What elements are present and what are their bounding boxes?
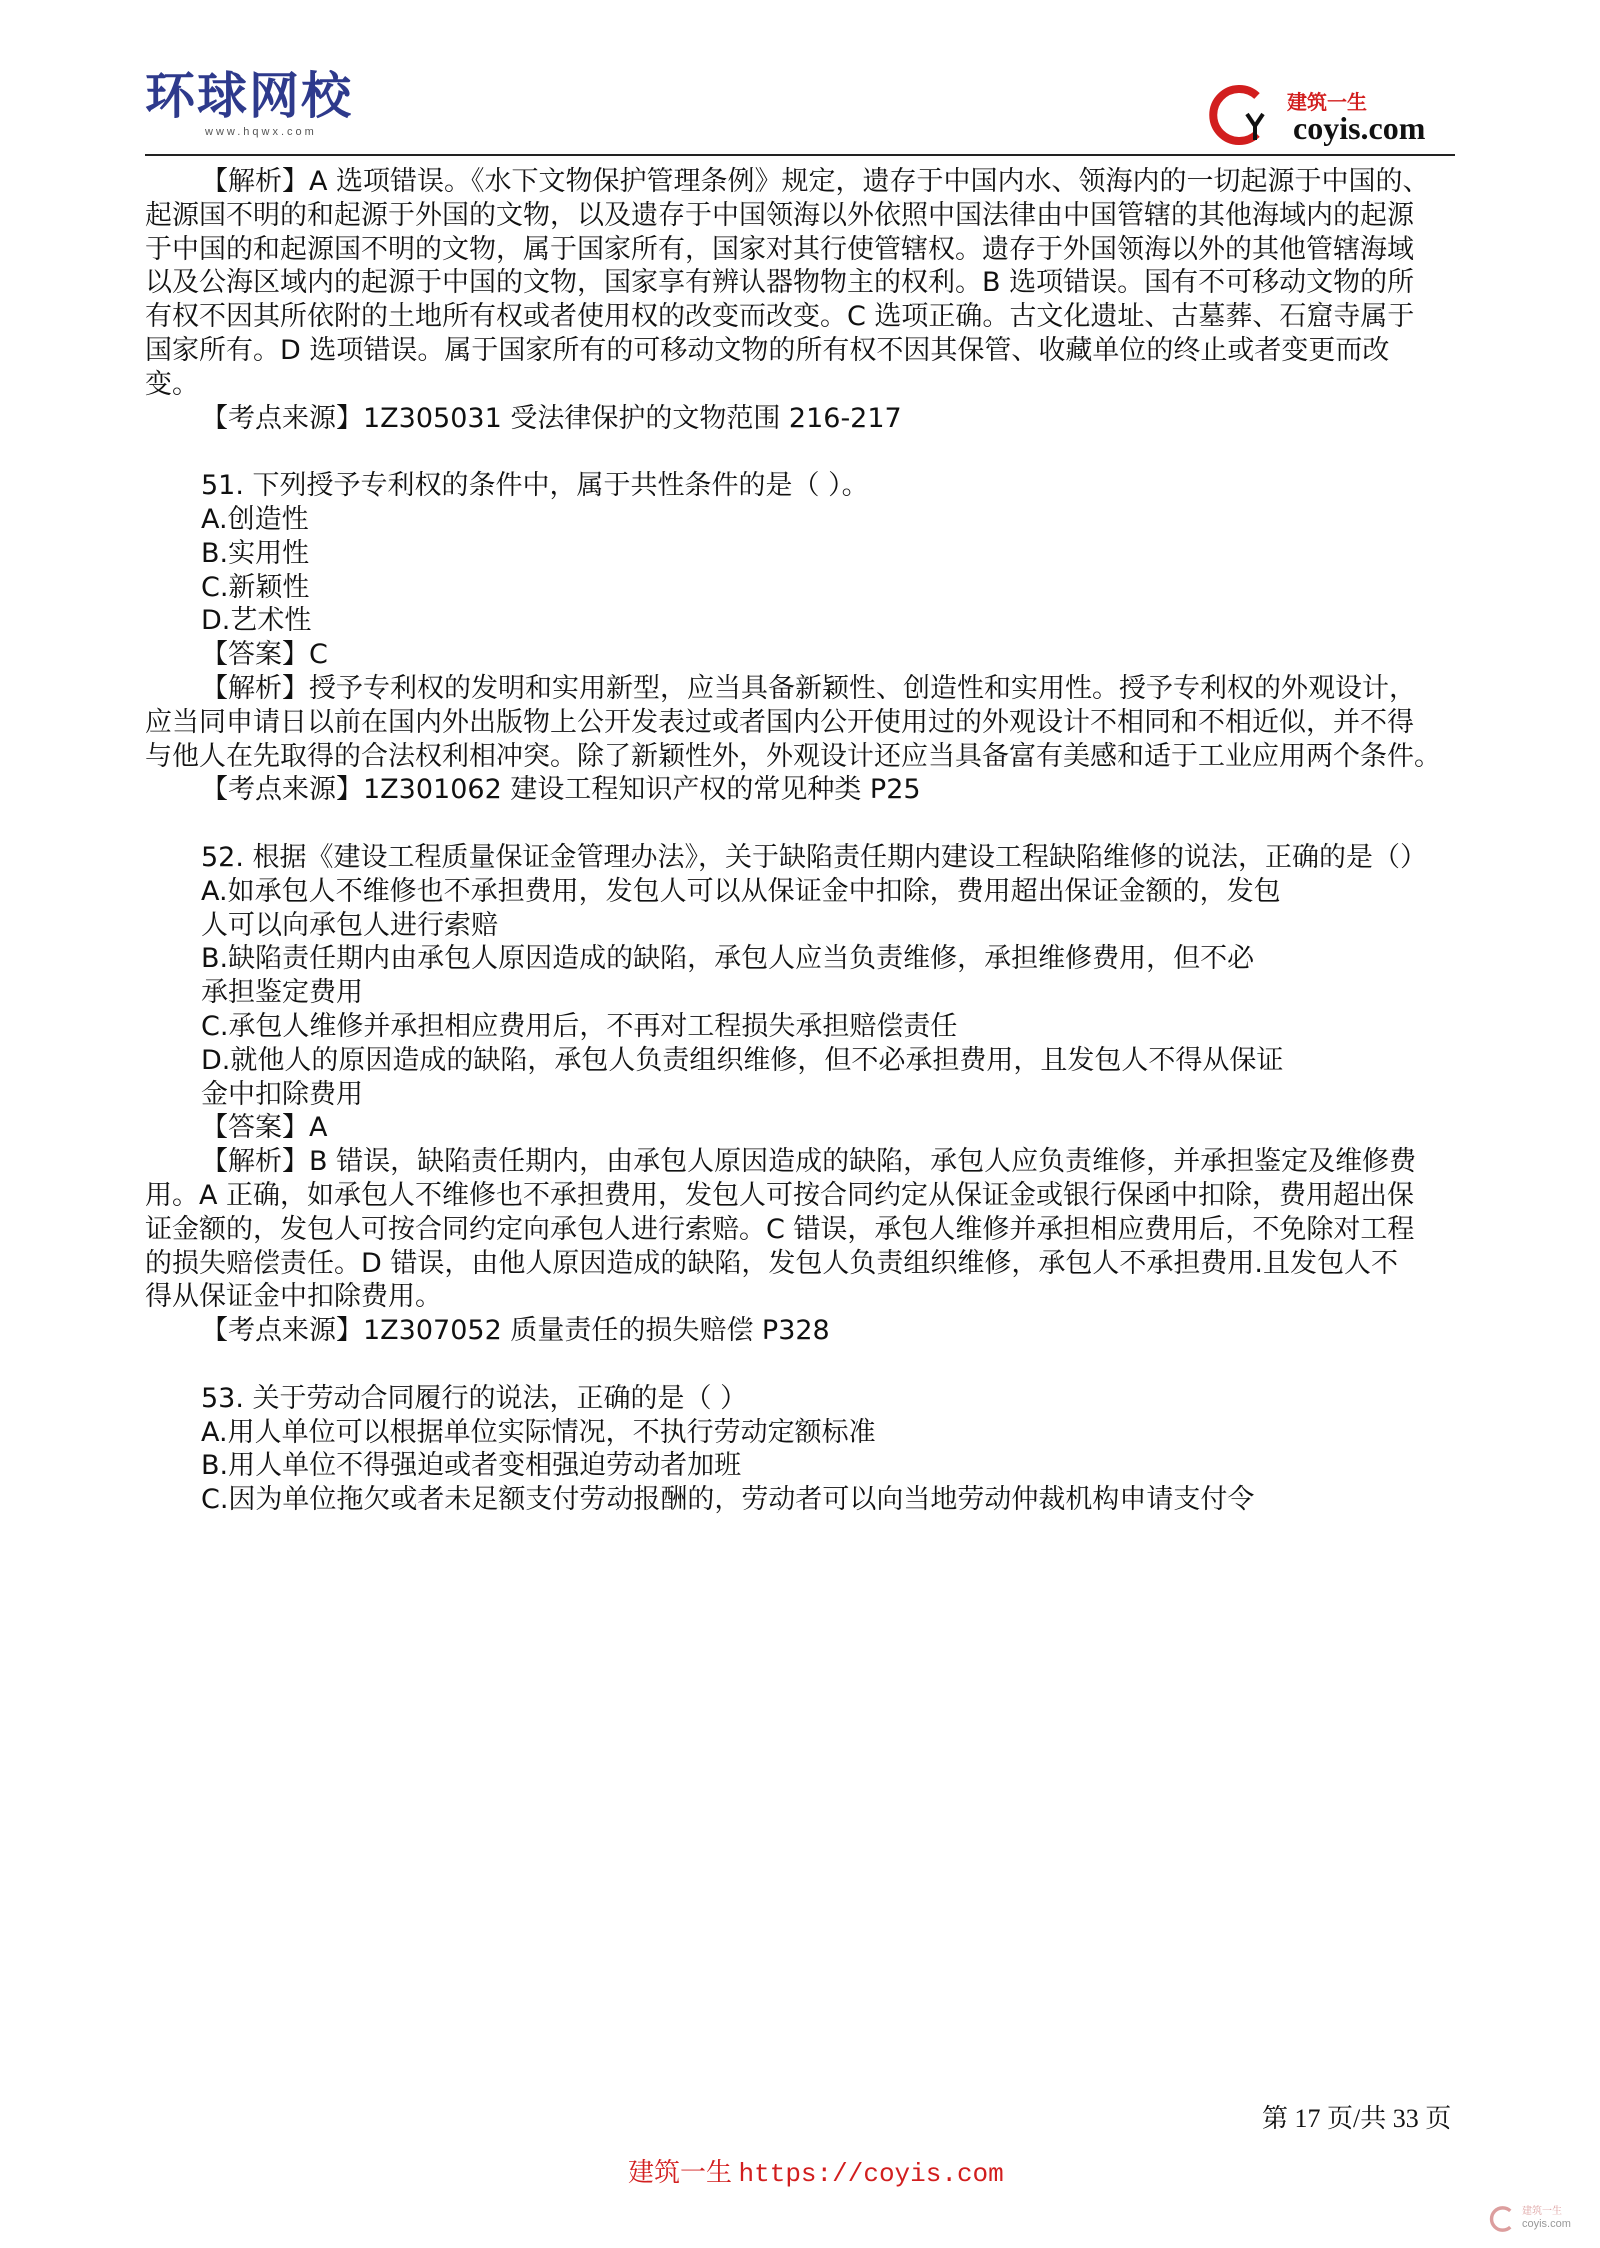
- text-line: 应当同申请日以前在国内外出版物上公开发表过或者国内公开使用过的外观设计不相同和不相近似，并不得: [145, 706, 1414, 738]
- watermark: [1488, 2200, 1588, 2240]
- text-line: 【解析】授予专利权的发明和实用新型，应当具备新颖性、创造性和实用性。授予专利权的外观设计，: [201, 673, 1416, 704]
- watermark-domain: coyis.com: [1522, 2218, 1571, 2230]
- text-line: A.如承包人不维修也不承担费用，发包人可以从保证金中扣除，费用超出保证金额的，发包: [201, 875, 1281, 907]
- text-line: B.实用性: [201, 537, 310, 569]
- page-number: 第 17 页/共 33 页: [1262, 2104, 1452, 2133]
- text-line: 人可以向承包人进行索赔: [201, 909, 498, 941]
- text-line: 【考点来源】1Z305031 受法律保护的文物范围 216-217: [201, 402, 902, 434]
- text-line: C.承包人维修并承担相应费用后，不再对工程损失承担赔偿责任: [201, 1011, 958, 1042]
- text-line: 用。A 正确，如承包人不维修也不承担费用，发包人可按合同约定从保证金或银行保函中扣除，费用超出保: [145, 1180, 1415, 1211]
- text-line: C.新颖性: [201, 571, 310, 603]
- text-line: 起源国不明的和起源于外国的文物，以及遗存于中国领海以外依照中国法律由中国管辖的其他海域内的起源: [145, 199, 1414, 231]
- text-line: 变。: [145, 368, 199, 400]
- text-line: 承担鉴定费用: [201, 977, 363, 1009]
- text-line: 金中扣除费用: [201, 1078, 363, 1110]
- hqwx-logo-url: www.hqwx.com: [205, 126, 317, 138]
- text-line: 【考点来源】1Z301062 建设工程知识产权的常见种类 P25: [201, 774, 921, 806]
- header-divider: [145, 154, 1455, 156]
- text-line: B.缺陷责任期内由承包人原因造成的缺陷，承包人应当负责维修，承担维修费用，但不必: [201, 943, 1255, 975]
- coyis-logo-domain: coyis.com: [1293, 110, 1426, 146]
- text-line: B.用人单位不得强迫或者变相强迫劳动者加班: [201, 1450, 742, 1482]
- text-line: 证金额的，发包人可按合同约定向承包人进行索赔。C 错误，承包人维修并承担相应费用后，不免除对工程: [145, 1213, 1415, 1245]
- text-line: 【答案】C: [201, 639, 328, 671]
- text-line: 【解析】B 错误，缺陷责任期内，由承包人原因造成的缺陷，承包人应负责维修，并承担鉴定及维修费: [201, 1146, 1417, 1178]
- footer-site-name: 建筑一生: [628, 2158, 733, 2187]
- cy-logo-icon: [1205, 80, 1275, 150]
- text-line: 【考点来源】1Z307052 质量责任的损失赔偿 P328: [201, 1315, 830, 1347]
- hqwx-logo-text: 环球网校: [145, 67, 353, 125]
- hqwx-logo: [145, 68, 353, 138]
- text-line: 的损失赔偿责任。D 错误，由他人原因造成的缺陷，发包人负责组织维修，承包人不承担费用.且发包人不: [145, 1247, 1398, 1279]
- text-line: 与他人在先取得的合法权利相冲突。除了新颖性外，外观设计还应当具备富有美感和适于工业应用两个条件。: [145, 740, 1441, 772]
- text-line: C.因为单位拖欠或者未足额支付劳动报酬的，劳动者可以向当地劳动仲裁机构申请支付令: [201, 1484, 1255, 1516]
- text-line: 53. 关于劳动合同履行的说法，正确的是（ ）: [201, 1382, 748, 1414]
- text-line: A.创造性: [201, 504, 309, 535]
- text-line: 得从保证金中扣除费用。: [145, 1281, 442, 1313]
- coyis-logo-cn: 建筑一生: [1287, 90, 1367, 114]
- text-line: 以及公海区域内的起源于中国的文物，国家享有辨认器物物主的权利。B 选项错误。国有不可移动文物的所: [145, 267, 1415, 299]
- watermark-text: 建筑一生: [1522, 2206, 1562, 2217]
- coyis-logo: [1205, 80, 1455, 150]
- text-line: D.艺术性: [201, 605, 312, 637]
- text-line: A.用人单位可以根据单位实际情况，不执行劳动定额标准: [201, 1416, 876, 1448]
- text-line: 【解析】A 选项错误。《水下文物保护管理条例》规定，遗存于中国内水、领海内的一切起源于中国的、: [201, 166, 1430, 197]
- page-header: [0, 0, 1600, 160]
- text-line: 【答案】A: [201, 1112, 328, 1144]
- watermark-logo-icon: [1488, 2204, 1518, 2234]
- text-line: 52. 根据《建设工程质量保证金管理办法》，关于缺陷责任期内建设工程缺陷维修的说法，正确的是（）: [201, 842, 1428, 873]
- footer-site-url: https://coyis.com: [738, 2159, 1004, 2189]
- text-line: D.就他人的原因造成的缺陷，承包人负责组织维修，但不必承担费用，且发包人不得从保证: [201, 1044, 1284, 1076]
- text-line: 有权不因其所依附的土地所有权或者使用权的改变而改变。C 选项正确。古文化遗址、古墓葬、石窟寺属于: [145, 301, 1415, 333]
- text-line: 国家所有。D 选项错误。属于国家所有的可移动文物的所有权不因其保管、收藏单位的终止或者变更而改: [145, 335, 1390, 366]
- text-line: 于中国的和起源国不明的文物，属于国家所有，国家对其行使管辖权。遗存于外国领海以外的其他管辖海域: [145, 233, 1414, 265]
- footer-site-link[interactable]: [628, 2152, 1004, 2189]
- text-line: 51. 下列授予专利权的条件中，属于共性条件的是（ ）。: [201, 470, 869, 502]
